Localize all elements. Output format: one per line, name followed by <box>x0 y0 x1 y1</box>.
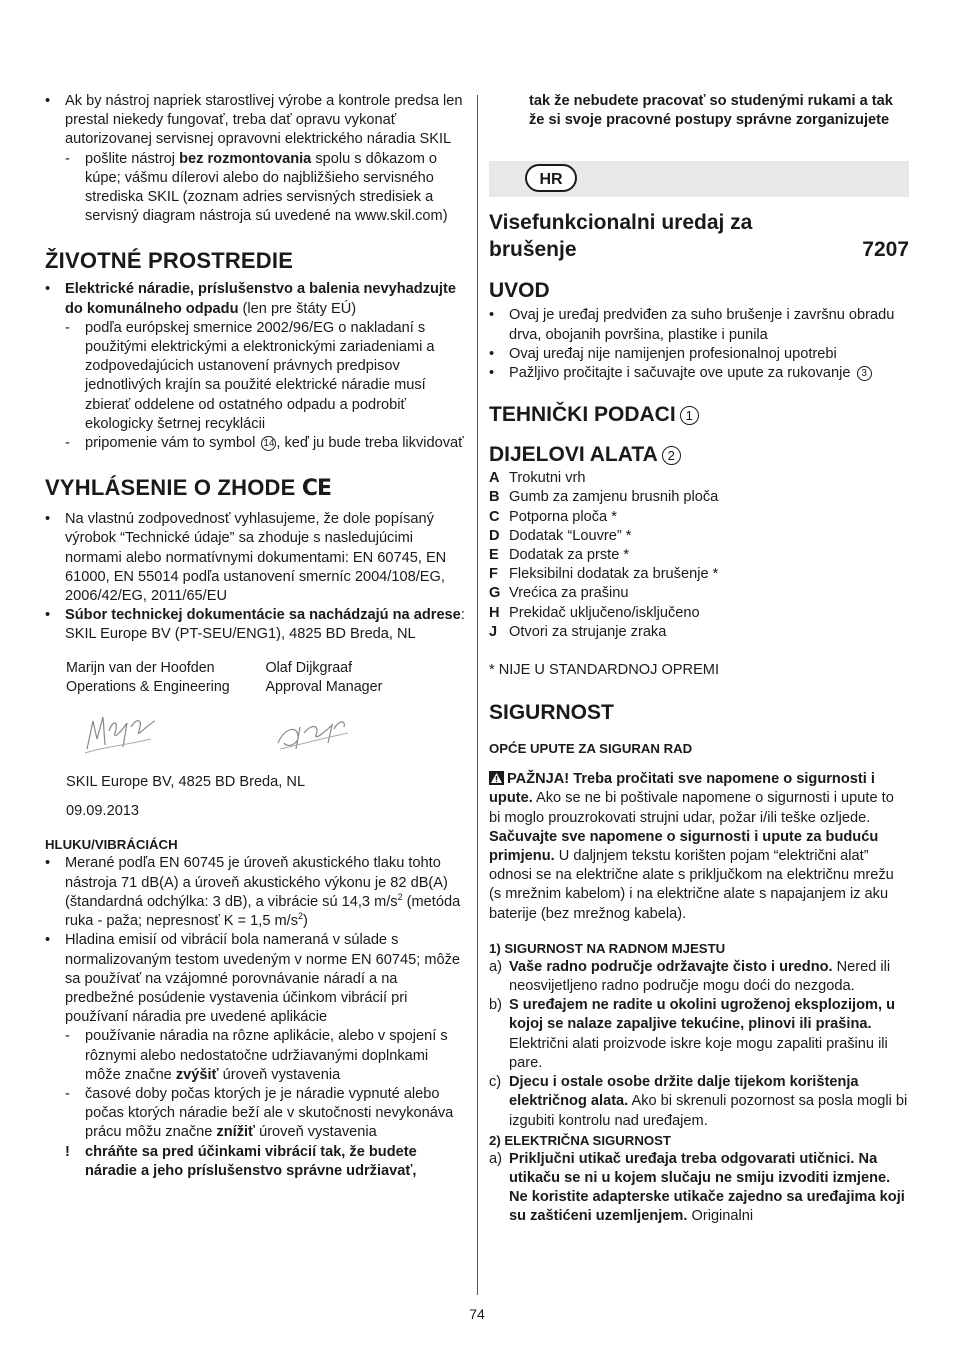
left-column <box>45 92 465 1181</box>
environment-dash-2: - pripomenie vám to symbol 14 , keď ju bude treba likvidovať <box>65 435 464 452</box>
noise-heading: HLUKU/VIBRÁCIÁCH <box>45 837 178 853</box>
page-number: 74 <box>469 1306 485 1322</box>
noise-bullet-1: • Merané podľa EN 60745 je úroveň akustického tlaku tohto nástroja 71 dB(A) a úroveň akustického výkonu je 82 dB(A) (štandardná odchýlka: 3 dB), a vibrácie sú 14,3 $m/s^2$ (metóda ruka - paža; nepresnosť K = 1,5 $m/s^2$) <box>45 855 461 930</box>
right-column <box>489 92 909 1227</box>
continued-text: tak že nebudete pracovať so studenými rukami a tak že si svoje pracovné postupy správne zorganizujete <box>529 93 893 129</box>
figure-3-icon: 3 <box>857 366 872 381</box>
language-band <box>489 161 909 197</box>
signatory-2-name: Olaf Dijkgraaf <box>265 659 353 676</box>
column-divider <box>477 95 478 1295</box>
warning-paragraph: PAŽNJA! Treba pročitati sve napomene o sigurnosti i upute. Ako se ne bi poštivale napomene o sigurnosti i upute to bi moglo prouzrokovati strujni udar, požar i/ili teške ozljede. Sačuvajte sve napomene o sigurnosti i upute za buduću primjenu. U daljnjem tekstu korišten pojam “električni alat” odnosi se na električne alate s priključkom na električnu mrežu (s mrežnim kabelom) i na električne alate s napajanjem iz aku baterije (bez mrežnog kabela). <box>489 771 894 922</box>
warning-icon <box>489 771 504 785</box>
uvod-bullet-1: • Ovaj je uređaj predviđen za suho brušenje i završnu obradu drva, obojanih površina, plastike i punila <box>489 307 895 343</box>
safety-heading: SIGURNOST <box>489 701 614 725</box>
list-item: C Potporna ploča * <box>489 508 617 525</box>
language-badge: HR <box>525 164 577 192</box>
work-area-item-a: a) Vaše radno područje održavajte čisto i uredno. Nered ili neosvijetljeno radno područje mogu doći do nezgoda. <box>489 958 891 995</box>
vibration-warning: ! chráňte sa pred účinkami vibrácií tak, že budete náradie a jeho príslušenstvo správne udržiavať, <box>65 1143 417 1179</box>
signatory-1-name: Marijn van der Hoofden <box>66 659 215 676</box>
list-item: H Prekidač uključeno/isključeno <box>489 604 700 621</box>
list-item: G Vrećica za prašinu <box>489 585 629 602</box>
electrical-safety-heading: 2) ELEKTRIČNA SIGURNOST <box>489 1132 671 1148</box>
list-item: F Fleksibilni dodatak za brušenje * <box>489 566 719 583</box>
tech-heading: TEHNIČKI PODACI 1 <box>489 401 909 428</box>
environment-bullet: • Elektrické náradie, príslušenstvo a balenia nevyhadzujte do komunálneho odpadu (len pre štáty EÚ) <box>45 281 456 317</box>
work-area-item-b: b) S uređajem ne radite u okolini ugroženoj eksplozijom, u kojoj se nalaze zapaljive tekućine, plinovi ili prašina. Električni alati proizvode iskre koje mogu zapaliti prašinu ili pare. <box>489 997 895 1071</box>
noise-dash-2: - časové doby počas ktorých je je náradie vypnuté alebo počas ktorých náradie beží ale v skutočnosti nevykonáva prácu môžu značne znížiť úroveň vystavenia <box>65 1085 454 1141</box>
noise-bullet-2: • Hladina emisií od vibrácií bola nameraná v súlade s normalizovaným testom uvedeným v norme EN 60745; môže sa používať na vzájomné porovnávanie náradí a na predbežné posúdenie vystavenia účinkom vibrácií pri používaní náradia pre uvedené aplikácie <box>45 932 461 1026</box>
signatories <box>66 659 465 697</box>
signature-2-image <box>274 709 354 759</box>
list-item: A Trokutni vrh <box>489 470 586 487</box>
product-title: Visefunkcionalni uredaj za brušenje 7207 <box>489 211 909 262</box>
company-address: SKIL Europe BV, 4825 BD Breda, NL <box>66 774 306 791</box>
signatory-2-role: Approval Manager <box>265 678 383 695</box>
conformity-heading: VYHLÁSENIE O ZHODE CE <box>45 475 332 502</box>
product-model: 7207 <box>862 238 909 262</box>
declaration-date: 09.09.2013 <box>66 803 140 820</box>
conformity-bullet-2: • Súbor technickej dokumentácie sa nachádzajú na adrese: SKIL Europe BV (PT-SEU/ENG1), 4825 BD Breda, NL <box>45 607 465 643</box>
list-item: D Dodatak “Louvre” * <box>489 527 632 544</box>
repair-bullet: • Ak by nástroj napriek starostlivej výrobe a kontrole predsa len prestal niekedy fungovať, treba dať opravu vykonať autorizovanej servisnej opravovni elektrického náradia SKIL <box>45 93 463 148</box>
work-area-heading: 1) SIGURNOST NA RADNOM MJESTU <box>489 940 726 956</box>
work-area-item-c: c) Djecu i ostale osobe držite dalje tijekom korištenja električnog alata. Ako bi skrenuli pozornost sa posla mogli bi izgubiti kontrolu nad uređajem. <box>489 1074 908 1129</box>
noise-dash-1: - používanie náradia na rôzne aplikácie, alebo v spojení s rôznymi alebo nedostatočne udržiavanými doplnkami môže značne zvýšiť úroveň vystavenia <box>65 1028 448 1083</box>
parts-list <box>489 469 909 642</box>
ce-mark-icon: CE <box>301 476 332 502</box>
list-item: B Gumb za zamjenu brusnih ploča <box>489 489 719 506</box>
symbol-14-icon: 14 <box>263 437 275 449</box>
parts-heading: DIJELOVI ALATA 2 <box>489 441 909 468</box>
uvod-bullet-3: • Pažljivo pročitajte i sačuvajte ove upute za rukovanje 3 <box>489 364 909 383</box>
electrical-item-a: a) Priključni utikač uređaja treba odgovarati utičnici. Na utikaču se ni u kojem slučaju ne smiju izvoditi izmjene. Ne koristite adapterske utikače zajedno sa uređajima koji su zaštićeni uzemljenjem. Originalni <box>489 1150 905 1225</box>
list-item: E Dodatak za prste * <box>489 547 630 564</box>
parts-note: * NIJE U STANDARDNOJ OPREMI <box>489 662 720 679</box>
environment-heading: ŽIVOTNÉ PROSTREDIE <box>45 248 294 274</box>
conformity-bullet-1: • Na vlastnú zodpovednosť vyhlasujeme, že dole popísaný výrobok “Technické údaje” sa zhoduje s nasledujúcimi normami alebo normatívnymi dokumentami: EN 60745, EN 61000, EN 55014 podľa ustanovení smerníc 2004/108/EG, 2006/42/EG, 2011/65/EU <box>45 511 447 605</box>
general-safety-heading: OPĆE UPUTE ZA SIGURAN RAD <box>489 741 693 757</box>
uvod-bullet-2: • Ovaj uređaj nije namijenjen profesionalnoj upotrebi <box>489 345 837 362</box>
repair-dash: - pošlite nástroj bez rozmontovania spolu s dôkazom o kúpe; vášmu dílerovi alebo do najbližšieho servisného strediska SKIL (zoznam adries servisných stredisiek a servisný diagram nástroja sú uvedené na www.skil.com) <box>65 150 448 225</box>
figure-1-icon: 1 <box>680 406 699 425</box>
signature-1-image <box>83 709 163 759</box>
signatory-1-role: Operations & Engineering <box>66 678 230 695</box>
environment-dash-1: - podľa európskej smernice 2002/96/EG o nakladaní s použitými elektrickými a elektronickými zariadeniami a zodpovedajúcich ustanovení právnych predpisov jednotlivých krajín sa použité elektrické náradie musí zbierať oddelene od ostatného odpadu a podrobiť ekologicky šetrnej recyklácii <box>65 319 435 432</box>
signature-images <box>83 709 465 765</box>
list-item: J Otvori za strujanje zraka <box>489 623 667 640</box>
uvod-heading: UVOD <box>489 279 550 303</box>
figure-2-icon: 2 <box>662 446 681 465</box>
